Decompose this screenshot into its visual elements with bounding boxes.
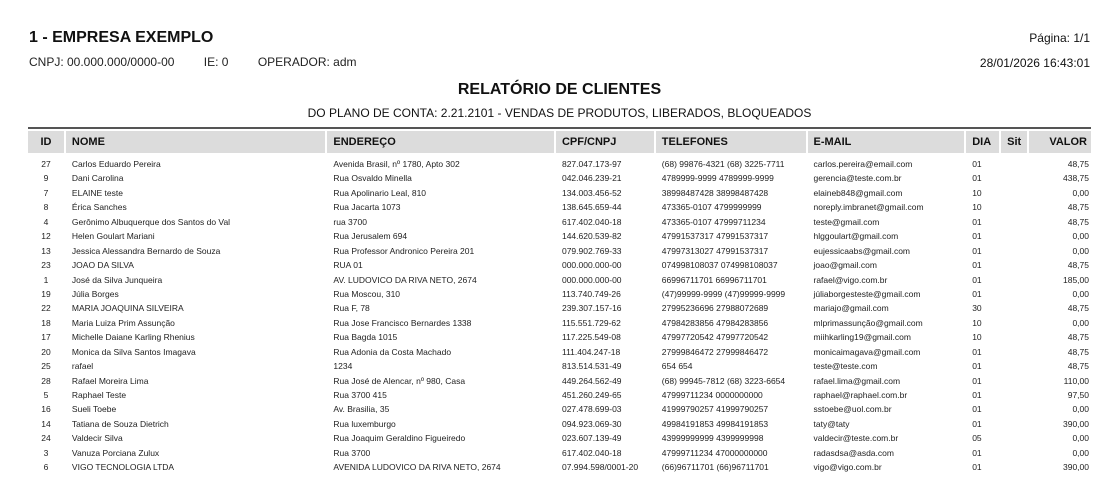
cell-telefones: 47999711234 47000000000 bbox=[661, 447, 768, 458]
cell-endereco: Rua 3700 415 bbox=[333, 390, 387, 400]
cell-sit bbox=[1001, 215, 1027, 229]
table-row bbox=[28, 330, 1091, 344]
cell-sit bbox=[1001, 200, 1027, 214]
column-header-sit: Sit bbox=[1001, 131, 1027, 153]
cell-cpf: 07.994.598/0001-20 bbox=[561, 462, 639, 473]
cell-sit bbox=[1001, 330, 1027, 344]
cell-nome: VIGO TECNOLOGIA LTDA bbox=[71, 462, 175, 473]
cell-dia: 01 bbox=[972, 216, 982, 227]
cell-sit bbox=[1001, 157, 1027, 171]
cell-endereco: Rua Moscou, 310 bbox=[333, 288, 401, 299]
cell-sit bbox=[1001, 273, 1027, 287]
cell-dia: 01 bbox=[972, 245, 982, 256]
cell-telefones: 27999846472 27999846472 bbox=[661, 346, 769, 357]
cell-valor: 48,75 bbox=[1067, 332, 1089, 343]
table-row bbox=[28, 374, 1091, 388]
cell-valor: 0,00 bbox=[1072, 288, 1089, 299]
cell-cpf: 079.902.769-33 bbox=[561, 245, 622, 256]
cell-id: 4 bbox=[43, 216, 49, 227]
cell-cpf: 000.000.000-00 bbox=[561, 260, 622, 271]
cell-email: raphael@raphael.com.br bbox=[813, 390, 908, 400]
company-details bbox=[29, 55, 383, 69]
cell-dia: 01 bbox=[972, 173, 982, 184]
cell-nome: Júlia Borges bbox=[71, 288, 119, 299]
cell-valor: 110,00 bbox=[1063, 375, 1089, 386]
cell-nome: José da Silva Junqueira bbox=[71, 274, 163, 285]
cell-email: mlprimassunção@gmail.com bbox=[813, 317, 923, 328]
cell-telefones: 47999711234 0000000000 bbox=[661, 390, 763, 400]
cell-endereco: Rua Joaquim Geraldino Figueiredo bbox=[333, 433, 466, 444]
cell-sit bbox=[1001, 171, 1027, 185]
cell-id: 13 bbox=[41, 245, 51, 256]
cell-cpf: 617.402.040-18 bbox=[561, 447, 622, 458]
cell-dia: 10 bbox=[972, 317, 982, 328]
cell-id: 7 bbox=[43, 187, 49, 198]
cell-dia: 01 bbox=[972, 447, 982, 458]
cell-endereco: Av. Brasilia, 35 bbox=[333, 404, 390, 415]
table-row bbox=[28, 186, 1091, 200]
company-name: 1 - EMPRESA EXEMPLO bbox=[29, 29, 214, 46]
cell-email: eujessicaabs@gmail.com bbox=[813, 245, 911, 256]
cell-nome: MARIA JOAQUINA SILVEIRA bbox=[71, 303, 184, 314]
cell-dia: 01 bbox=[972, 375, 982, 386]
cell-email: júliaborgesteste@gmail.com bbox=[813, 288, 921, 299]
cell-valor: 0,00 bbox=[1072, 245, 1089, 256]
header-divider bbox=[28, 127, 1091, 129]
cell-valor: 48,75 bbox=[1067, 303, 1089, 314]
cell-nome: ELAINE teste bbox=[71, 187, 123, 198]
cell-cpf: 111.404.247-18 bbox=[561, 346, 621, 357]
table-row bbox=[28, 402, 1091, 416]
report-title: RELATÓRIO DE CLIENTES bbox=[457, 81, 662, 98]
cell-valor: 48,75 bbox=[1067, 216, 1089, 227]
cell-id: 27 bbox=[41, 159, 51, 169]
table-row bbox=[28, 359, 1091, 373]
cell-cpf: 144.620.539-82 bbox=[561, 231, 622, 242]
cell-cpf: 027.478.699-03 bbox=[561, 404, 622, 415]
table-row bbox=[28, 316, 1091, 330]
table-row bbox=[28, 273, 1091, 287]
cell-telefones: 49984191853 49984191853 bbox=[661, 418, 769, 429]
cell-sit bbox=[1001, 345, 1027, 359]
table-row bbox=[28, 446, 1091, 460]
cell-sit bbox=[1001, 229, 1027, 243]
report-subtitle: DO PLANO DE CONTA: 2.21.2101 - VENDAS DE PRODUTOS, LIBERADOS, BLOQUEADOS bbox=[307, 106, 812, 120]
cell-sit bbox=[1001, 417, 1027, 431]
cell-nome: Dani Carolina bbox=[71, 173, 124, 184]
cell-telefones: 47991537317 47991537317 bbox=[661, 231, 769, 242]
cell-valor: 48,75 bbox=[1067, 346, 1089, 357]
cell-nome: rafael bbox=[71, 361, 94, 372]
client-table-body bbox=[28, 157, 1091, 475]
cell-id: 16 bbox=[41, 404, 51, 415]
table-row bbox=[28, 157, 1091, 171]
cell-endereco: Rua Osvaldo Minella bbox=[333, 173, 412, 184]
cell-dia: 01 bbox=[972, 404, 982, 415]
cell-id: 20 bbox=[41, 346, 51, 357]
cell-telefones: 4789999-9999 4789999-9999 bbox=[661, 173, 774, 184]
cell-sit bbox=[1001, 402, 1027, 416]
cell-cpf: 617.402.040-18 bbox=[561, 216, 622, 227]
cell-valor: 48,75 bbox=[1067, 260, 1089, 271]
cell-nome: JOAO DA SILVA bbox=[71, 260, 134, 271]
cell-endereco: Rua Jacarta 1073 bbox=[333, 202, 401, 213]
cell-dia: 10 bbox=[972, 332, 982, 343]
cnpj-label: CNPJ: 00.000.000/0000-00 bbox=[29, 55, 175, 69]
cell-id: 23 bbox=[41, 260, 51, 271]
cell-telefones: 47984283856 47984283856 bbox=[661, 317, 769, 328]
table-row bbox=[28, 301, 1091, 315]
cell-telefones: 654 654 bbox=[661, 361, 693, 372]
cell-id: 19 bbox=[41, 288, 51, 299]
column-header-id: ID bbox=[28, 131, 64, 153]
cell-valor: 0,00 bbox=[1072, 187, 1089, 198]
cell-dia: 10 bbox=[972, 187, 982, 198]
cell-telefones: 66996711701 66996711701 bbox=[661, 274, 767, 285]
cell-valor: 0,00 bbox=[1072, 231, 1089, 242]
cell-email: teste@teste.com bbox=[813, 361, 878, 372]
cell-sit bbox=[1001, 244, 1027, 258]
cell-sit bbox=[1001, 446, 1027, 460]
cell-cpf: 451.260.249-65 bbox=[561, 390, 622, 400]
cell-nome: Raphael Teste bbox=[71, 390, 127, 400]
cell-id: 18 bbox=[41, 317, 51, 328]
cell-email: radasdsa@asda.com bbox=[813, 447, 894, 458]
cell-id: 3 bbox=[43, 447, 49, 458]
cell-cpf: 115.551.729-62 bbox=[561, 317, 621, 328]
cell-email: joao@gmail.com bbox=[813, 260, 877, 271]
cell-endereco: Rua José de Alencar, nº 980, Casa bbox=[333, 375, 466, 386]
cell-endereco: Rua F, 78 bbox=[333, 303, 370, 314]
cell-valor: 185,00 bbox=[1063, 274, 1089, 285]
cell-cpf: 813.514.531-49 bbox=[561, 361, 622, 372]
cell-valor: 48,75 bbox=[1067, 159, 1089, 169]
cell-endereco: Rua Professor Andronico Pereira 201 bbox=[333, 245, 475, 256]
report-datetime: 28/01/2026 16:43:01 bbox=[979, 56, 1090, 70]
table-header bbox=[28, 131, 1091, 153]
cell-dia: 01 bbox=[972, 390, 982, 400]
cell-sit bbox=[1001, 431, 1027, 445]
cell-nome: Michelle Daiane Karling Rhenius bbox=[71, 332, 195, 343]
cell-valor: 438,75 bbox=[1063, 173, 1089, 184]
table-row bbox=[28, 460, 1091, 474]
cell-valor: 390,00 bbox=[1063, 418, 1089, 429]
cell-id: 1 bbox=[43, 274, 49, 285]
cell-valor: 390,00 bbox=[1063, 462, 1089, 473]
cell-dia: 30 bbox=[972, 303, 982, 314]
cell-sit bbox=[1001, 359, 1027, 373]
cell-id: 12 bbox=[41, 231, 51, 242]
cell-endereco: AV. LUDOVICO DA RIVA NETO, 2674 bbox=[333, 274, 477, 285]
table-row bbox=[28, 229, 1091, 243]
cell-sit bbox=[1001, 316, 1027, 330]
cell-cpf: 000.000.000-00 bbox=[561, 274, 622, 285]
cell-telefones: (68) 99876-4321 (68) 3225-7711 bbox=[661, 159, 785, 169]
cell-valor: 48,75 bbox=[1067, 361, 1089, 372]
cell-sit bbox=[1001, 388, 1027, 402]
page-number: Página: 1/1 bbox=[1029, 31, 1090, 45]
cell-telefones: (68) 99945-7812 (68) 3223-6654 bbox=[661, 375, 786, 386]
cell-nome: Carlos Eduardo Pereira bbox=[71, 159, 161, 169]
cell-endereco: RUA 01 bbox=[333, 260, 363, 271]
column-header-endereco: ENDEREÇO bbox=[327, 131, 554, 153]
column-header-telefones: TELEFONES bbox=[656, 131, 806, 153]
cell-email: elaineb848@gmail.com bbox=[813, 187, 903, 198]
cell-endereco: Avenida Brasil, nº 1780, Apto 302 bbox=[333, 159, 460, 169]
cell-cpf: 042.046.239-21 bbox=[561, 173, 622, 184]
cell-sit bbox=[1001, 374, 1027, 388]
cell-dia: 01 bbox=[972, 274, 982, 285]
cell-valor: 97,50 bbox=[1067, 390, 1089, 400]
cell-sit bbox=[1001, 287, 1027, 301]
cell-telefones: 27995236696 27988072689 bbox=[661, 303, 769, 314]
cell-nome: Rafael Moreira Lima bbox=[71, 375, 149, 386]
cell-email: miihkarling19@gmail.com bbox=[813, 332, 911, 343]
cell-cpf: 449.264.562-49 bbox=[561, 375, 622, 386]
cell-cpf: 134.003.456-52 bbox=[561, 187, 622, 198]
table-row bbox=[28, 431, 1091, 445]
cell-dia: 01 bbox=[972, 231, 982, 242]
cell-valor: 0,00 bbox=[1072, 433, 1089, 444]
cell-id: 24 bbox=[41, 433, 51, 444]
cell-email: taty@taty bbox=[813, 418, 850, 429]
operator-label: OPERADOR: adm bbox=[257, 55, 357, 69]
cell-valor: 0,00 bbox=[1072, 317, 1089, 328]
table-row bbox=[28, 200, 1091, 214]
cell-email: carlos.pereira@email.com bbox=[813, 159, 913, 169]
cell-email: valdecir@teste.com.br bbox=[813, 433, 899, 444]
cell-sit bbox=[1001, 186, 1027, 200]
cell-dia: 05 bbox=[972, 433, 982, 444]
cell-dia: 01 bbox=[972, 418, 982, 429]
cell-endereco: Rua Apolinario Leal, 810 bbox=[333, 187, 427, 198]
cell-endereco: Rua Bagda 1015 bbox=[333, 332, 398, 343]
cell-id: 6 bbox=[43, 462, 49, 473]
cell-email: sstoebe@uol.com.br bbox=[813, 404, 892, 415]
cell-dia: 01 bbox=[972, 288, 982, 299]
cell-nome: Érica Sanches bbox=[71, 202, 127, 213]
cell-cpf: 113.740.749-26 bbox=[561, 288, 621, 299]
cell-id: 9 bbox=[43, 173, 49, 184]
cell-endereco: rua 3700 bbox=[333, 216, 367, 227]
cell-endereco: 1234 bbox=[333, 361, 353, 372]
cell-sit bbox=[1001, 258, 1027, 272]
cell-nome: Valdecir Silva bbox=[71, 433, 123, 444]
cell-dia: 01 bbox=[972, 159, 982, 169]
cell-cpf: 094.923.069-30 bbox=[561, 418, 622, 429]
cell-email: rafael@vigo.com.br bbox=[813, 274, 888, 285]
table-row bbox=[28, 171, 1091, 185]
cell-nome: Maria Luiza Prim Assunção bbox=[71, 317, 175, 328]
cell-email: noreply.imbranet@gmail.com bbox=[813, 202, 924, 213]
cell-telefones: 473365-0107 47999711234 bbox=[661, 216, 766, 227]
cell-dia: 01 bbox=[972, 361, 982, 372]
column-header-dia: DIA bbox=[966, 131, 999, 153]
column-header-cpf: CPF/CNPJ bbox=[556, 131, 654, 153]
cell-nome: Jessica Alessandra Bernardo de Souza bbox=[71, 245, 221, 256]
cell-id: 14 bbox=[41, 418, 51, 429]
cell-telefones: 074998108037 074998108037 bbox=[661, 260, 778, 271]
cell-id: 22 bbox=[41, 303, 51, 314]
cell-cpf: 138.645.659-44 bbox=[561, 202, 622, 213]
cell-telefones: 47997313027 47991537317 bbox=[661, 245, 769, 256]
cell-telefones: (66)96711701 (66)96711701 bbox=[661, 462, 769, 473]
cell-email: mariajo@gmail.com bbox=[813, 303, 889, 314]
cell-cpf: 117.225.549-08 bbox=[561, 332, 621, 343]
cell-nome: Sueli Toebe bbox=[71, 404, 117, 415]
cell-id: 25 bbox=[41, 361, 51, 372]
cell-telefones: 473365-0107 4799999999 bbox=[661, 202, 762, 213]
cell-email: monicaimagava@gmail.com bbox=[813, 346, 921, 357]
cell-nome: Monica da Silva Santos Imagava bbox=[71, 346, 196, 357]
cell-id: 5 bbox=[43, 390, 49, 400]
column-header-nome: NOME bbox=[66, 131, 325, 153]
cell-id: 28 bbox=[41, 375, 51, 386]
cell-nome: Vanuza Porciana Zulux bbox=[71, 447, 160, 458]
cell-dia: 10 bbox=[972, 202, 982, 213]
cell-nome: Helen Goulart Mariani bbox=[71, 231, 155, 242]
table-row bbox=[28, 258, 1091, 272]
cell-email: vigo@vigo.com.br bbox=[813, 462, 882, 473]
table-row bbox=[28, 345, 1091, 359]
cell-nome: Gerônimo Albuquerque dos Santos do Val bbox=[71, 216, 231, 227]
table-row bbox=[28, 417, 1091, 431]
cell-telefones: 41999790257 41999790257 bbox=[661, 404, 769, 415]
cell-endereco: Rua luxemburgo bbox=[333, 418, 396, 429]
cell-sit bbox=[1001, 460, 1027, 474]
cell-endereco: Rua Adonia da Costa Machado bbox=[333, 346, 452, 357]
cell-email: teste@gmail.com bbox=[813, 216, 880, 227]
cell-cpf: 023.607.139-49 bbox=[561, 433, 622, 444]
cell-endereco: Rua 3700 bbox=[333, 447, 371, 458]
cell-sit bbox=[1001, 301, 1027, 315]
cell-telefones: 38998487428 38998487428 bbox=[661, 187, 769, 198]
cell-endereco: Rua Jerusalem 694 bbox=[333, 231, 408, 242]
cell-cpf: 827.047.173-97 bbox=[561, 159, 622, 169]
cell-id: 17 bbox=[41, 332, 51, 343]
cell-dia: 01 bbox=[972, 260, 982, 271]
table-row bbox=[28, 244, 1091, 258]
cell-telefones: (47)99999-9999 (47)99999-9999 bbox=[661, 288, 786, 299]
cell-email: rafael.lima@gmail.com bbox=[813, 375, 901, 386]
cell-valor: 48,75 bbox=[1067, 202, 1089, 213]
cell-email: hlggoulart@gmail.com bbox=[813, 231, 899, 242]
cell-endereco: AVENIDA LUDOVICO DA RIVA NETO, 2674 bbox=[333, 462, 501, 473]
column-header-email: E-MAIL bbox=[808, 131, 965, 153]
cell-valor: 0,00 bbox=[1072, 447, 1089, 458]
cell-dia: 01 bbox=[972, 346, 982, 357]
cell-nome: Tatiana de Souza Dietrich bbox=[71, 418, 169, 429]
cell-endereco: Rua Jose Francisco Bernardes 1338 bbox=[333, 317, 472, 328]
cell-valor: 0,00 bbox=[1072, 404, 1089, 415]
ie-label: IE: 0 bbox=[203, 55, 229, 69]
table-row bbox=[28, 287, 1091, 301]
cell-telefones: 43999999999 4399999998 bbox=[661, 433, 764, 444]
cell-dia: 01 bbox=[972, 462, 982, 473]
table-row bbox=[28, 215, 1091, 229]
cell-email: gerencia@teste.com.br bbox=[813, 173, 902, 184]
column-header-valor: VALOR bbox=[1029, 131, 1091, 153]
table-row bbox=[28, 388, 1091, 402]
cell-cpf: 239.307.157-16 bbox=[561, 303, 622, 314]
cell-telefones: 47997720542 47997720542 bbox=[661, 332, 769, 343]
cell-id: 8 bbox=[43, 202, 49, 213]
